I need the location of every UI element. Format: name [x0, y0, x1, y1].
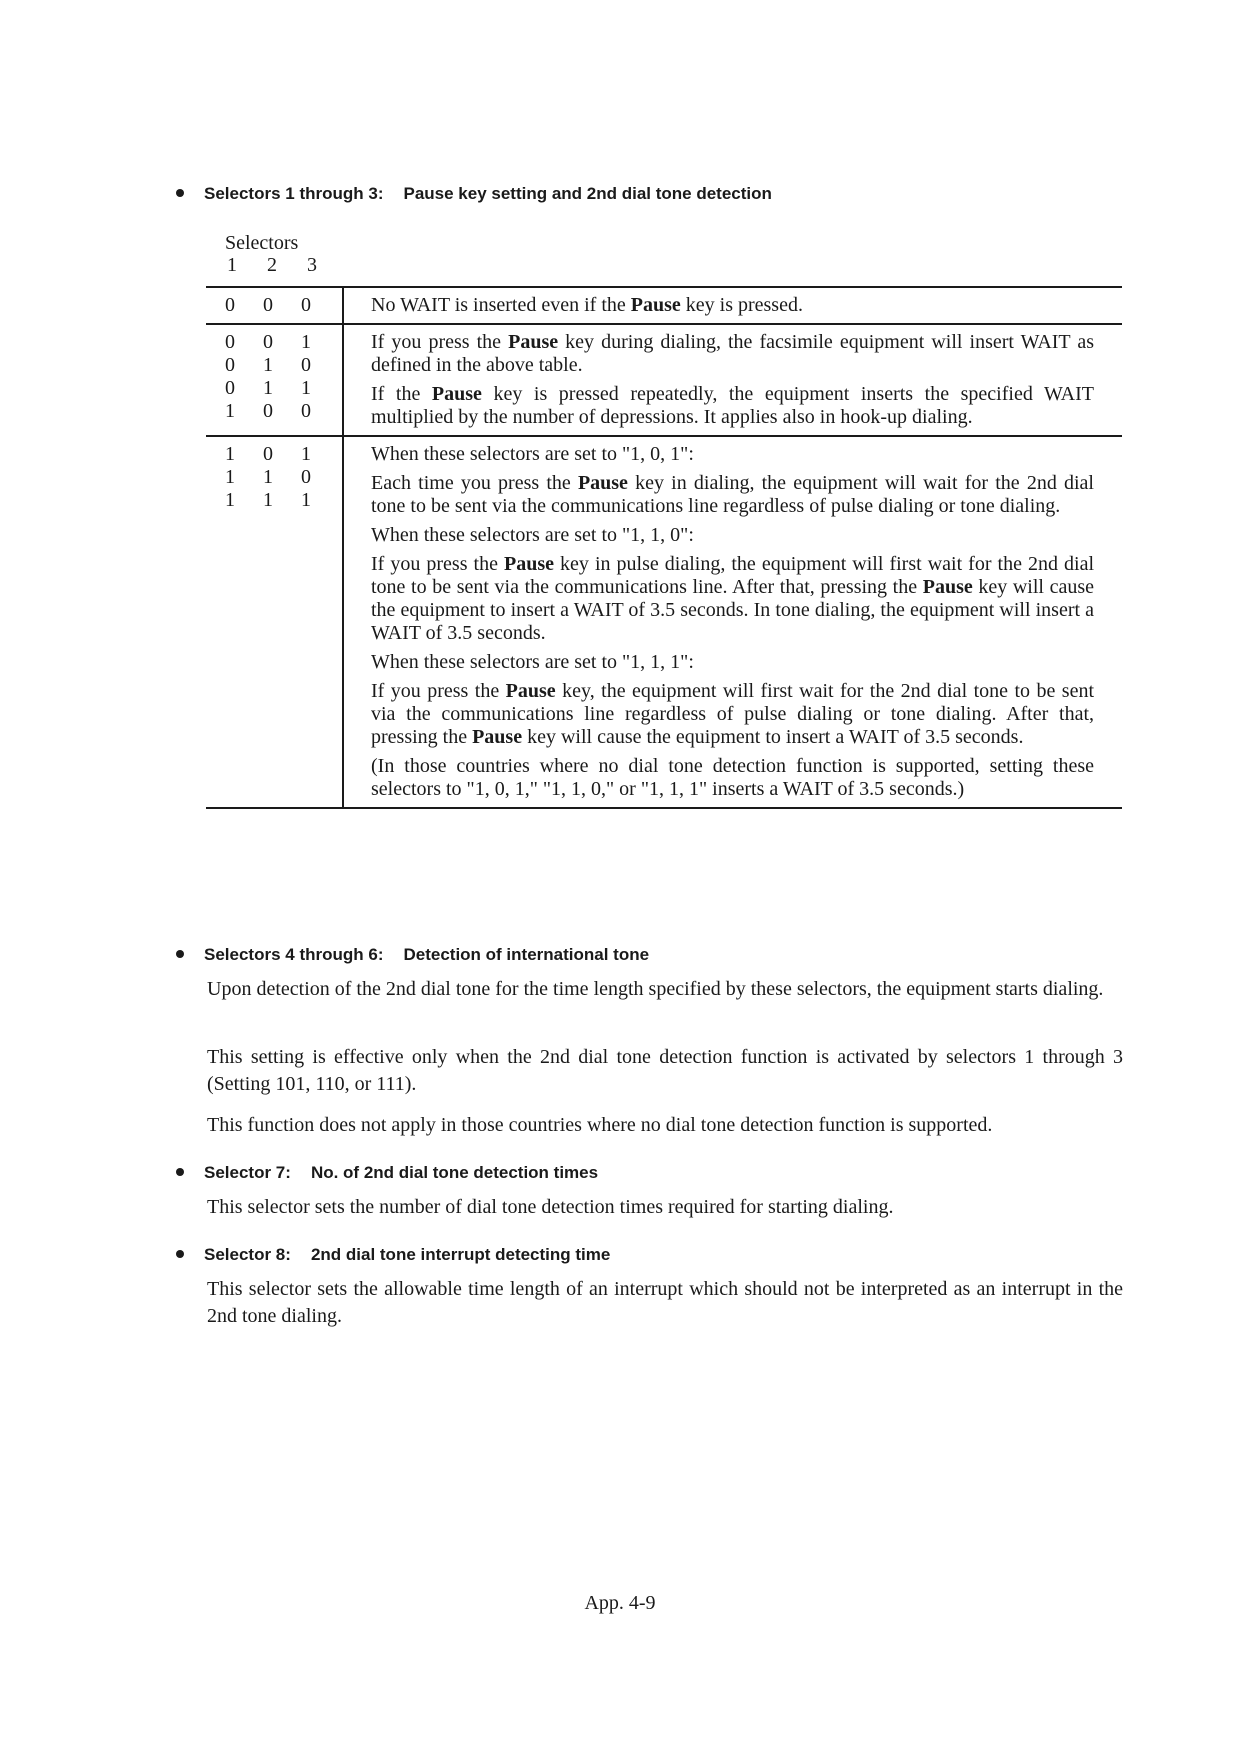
section-heading-selectors-4-6 [176, 945, 649, 965]
section-heading-selectors-1-3 [176, 184, 772, 204]
bit-value: 0 [301, 294, 311, 316]
bit-value: 1 [263, 377, 273, 399]
section-heading-selector-7 [176, 1163, 598, 1183]
description-cell [343, 287, 1122, 324]
selector-number: 2 [267, 254, 277, 276]
bit-value: 0 [225, 354, 235, 376]
bullet-icon [176, 950, 184, 958]
bit-value: 1 [225, 489, 235, 511]
bullet-icon [176, 1250, 184, 1258]
selectors-caption-label: Selectors [225, 232, 299, 254]
heading-title: 2nd dial tone interrupt detecting time [310, 1245, 611, 1264]
bit-value: 0 [225, 377, 235, 399]
bit-settings-cell [206, 287, 343, 324]
bit-value: 0 [263, 331, 273, 353]
table-row [206, 436, 1122, 808]
heading-selectors: Selectors 4 through 6: [204, 945, 384, 964]
description-paragraph: When these selectors are set to "1, 1, 0": [371, 524, 694, 546]
selector-number: 1 [227, 254, 237, 276]
selector-settings-table [206, 286, 1122, 809]
bit-value: 1 [225, 466, 235, 488]
description-paragraph: If you press the Pause key in pulse dialing, the equipment will first wait for the 2nd dial tone to be sent via the communications line. After that, pressing the Pause key will cause the equipment to insert a WAIT of 3.5 seconds. In tone dialing, the equipment will insert a WAIT of 3.5 seconds. [371, 553, 1095, 644]
heading-title: Pause key setting and 2nd dial tone detection [403, 184, 772, 203]
bullet-icon [176, 189, 184, 197]
body-paragraph: This function does not apply in those countries where no dial tone detection function is supported. [207, 1114, 993, 1136]
description-paragraph: If you press the Pause key during dialing, the facsimile equipment will insert WAIT as defined in the above table. [371, 331, 1094, 376]
selector-number: 3 [307, 254, 317, 276]
bit-value: 0 [225, 331, 235, 353]
bit-value: 1 [301, 489, 311, 511]
heading-title: Detection of international tone [403, 945, 650, 964]
section-heading-selector-8 [176, 1245, 610, 1265]
bit-value: 1 [301, 377, 311, 399]
description-cell [343, 436, 1122, 808]
body-paragraph: This selector sets the allowable time length of an interrupt which should not be interpreted as an interrupt in the 2nd tone dialing. [207, 1278, 1123, 1327]
heading-selectors: Selector 8: [204, 1245, 291, 1264]
bit-value: 1 [263, 354, 273, 376]
table-row [206, 287, 1122, 324]
body-paragraph: This setting is effective only when the 2nd dial tone detection function is activated by selectors 1 through 3 (Setting 101, 110, or 111). [207, 1046, 1123, 1095]
bit-value: 0 [301, 354, 311, 376]
bit-value: 0 [301, 400, 311, 422]
bullet-icon [176, 1168, 184, 1176]
bit-settings-cell [206, 324, 343, 436]
bit-value: 0 [225, 294, 235, 316]
bit-value: 0 [301, 466, 311, 488]
description-paragraph: Each time you press the Pause key in dialing, the equipment will wait for the 2nd dial tone to be sent via the communications line regardless of pulse dialing or tone dialing. [371, 472, 1094, 517]
description-paragraph: When these selectors are set to "1, 1, 1": [371, 651, 694, 673]
description-paragraph: If you press the Pause key, the equipment will first wait for the 2nd dial tone to be sent via the communications line regardless of pulse dialing or tone dialing. After that, pressing the Pause key will cause the equipment to insert a WAIT of 3.5 seconds. [371, 680, 1095, 748]
bit-value: 1 [301, 331, 311, 353]
bit-value: 0 [263, 294, 273, 316]
selectors-caption [225, 232, 317, 276]
heading-selectors: Selector 7: [204, 1163, 291, 1182]
bit-value: 1 [263, 466, 273, 488]
page-number: App. 4-9 [584, 1592, 656, 1614]
description-cell [343, 324, 1122, 436]
bit-value: 1 [225, 443, 235, 465]
heading-title: No. of 2nd dial tone detection times [310, 1163, 599, 1182]
body-paragraph: Upon detection of the 2nd dial tone for the time length specified by these selectors, the equipment starts dialing. [207, 978, 1104, 1000]
description-paragraph: (In those countries where no dial tone detection function is supported, setting these selectors to "1, 0, 1," "1, 1, 0," or "1, 1, 1" inserts a WAIT of 3.5 seconds.) [371, 755, 1094, 800]
bit-value: 1 [225, 400, 235, 422]
bit-value: 0 [263, 400, 273, 422]
bit-value: 0 [263, 443, 273, 465]
table-row [206, 324, 1122, 436]
bit-value: 1 [301, 443, 311, 465]
bit-value: 1 [263, 489, 273, 511]
description-paragraph: If the Pause key is pressed repeatedly, the equipment inserts the specified WAIT multiplied by the number of depressions. It applies also in hook-up dialing. [371, 383, 1094, 428]
heading-selectors: Selectors 1 through 3: [204, 184, 384, 203]
bit-settings-cell [206, 436, 343, 808]
body-paragraph: This selector sets the number of dial tone detection times required for starting dialing. [207, 1196, 894, 1218]
description-paragraph: When these selectors are set to "1, 0, 1": [371, 443, 694, 465]
description-paragraph: No WAIT is inserted even if the Pause key is pressed. [371, 294, 803, 316]
